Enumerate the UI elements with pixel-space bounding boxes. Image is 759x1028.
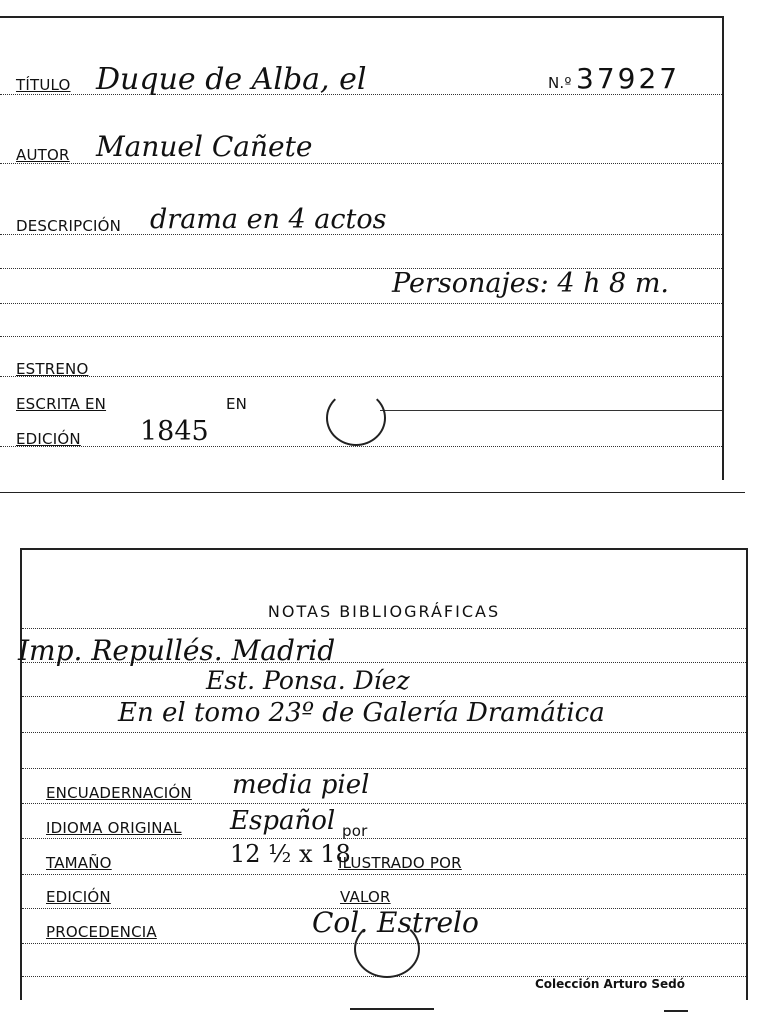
notas-heading: NOTAS BIBLIOGRÁFICAS — [267, 602, 501, 621]
descripcion-label: DESCRIPCIÓN — [16, 217, 122, 235]
en-label: EN — [226, 395, 248, 413]
dotted-rule — [22, 628, 746, 629]
personajes-value: Personajes: 4 h 8 m. — [392, 268, 670, 299]
bottom-mark — [664, 1010, 688, 1012]
encuadernacion-label: ENCUADERNACIÓN — [46, 784, 192, 802]
estreno-label: ESTRENO — [16, 360, 89, 378]
dotted-rule — [22, 696, 746, 697]
scan-separator — [0, 492, 745, 493]
edicion-value: 1845 — [140, 416, 209, 447]
dotted-rule — [22, 768, 746, 769]
escrita-label: ESCRITA EN — [16, 395, 107, 413]
punch-hole — [354, 920, 420, 978]
idioma-value: Español — [230, 806, 336, 836]
dotted-rule — [22, 803, 746, 804]
dotted-rule — [0, 336, 722, 337]
encuadernacion-value: media piel — [232, 770, 370, 800]
tamano-value: 12 ½ x 18 — [230, 840, 351, 868]
titulo-label: TÍTULO — [16, 76, 71, 94]
dotted-rule — [22, 838, 746, 839]
bottom-mark — [350, 1008, 434, 1010]
note-line-2: Est. Ponsa. Díez — [206, 666, 410, 695]
collection-footer: Colección Arturo Sedó — [534, 977, 685, 991]
idioma-label: IDIOMA ORIGINAL — [46, 819, 182, 837]
autor-value: Manuel Cañete — [96, 130, 313, 163]
catalog-card-back — [20, 548, 748, 1000]
descripcion-value: drama en 4 actos — [150, 204, 387, 235]
autor-label: AUTOR — [16, 146, 70, 164]
dotted-rule — [22, 732, 746, 733]
tamano-label: TAMAÑO — [46, 854, 112, 872]
solid-rule — [380, 410, 722, 411]
catalog-card-front — [0, 16, 724, 480]
dotted-rule — [0, 446, 722, 447]
ilustrado-label: ILUSTRADO POR — [338, 854, 462, 872]
note-line-1: Imp. Repullés. Madrid — [18, 634, 336, 667]
procedencia-label: PROCEDENCIA — [46, 923, 157, 941]
numero-value: 37927 — [576, 62, 681, 95]
dotted-rule — [22, 874, 746, 875]
edicion-label: EDICIÓN — [16, 430, 81, 448]
valor-label: VALOR — [340, 888, 391, 906]
dotted-rule — [0, 303, 722, 304]
titulo-value: Duque de Alba, el — [96, 62, 367, 97]
dotted-rule — [0, 376, 722, 377]
por-label: por — [342, 822, 368, 840]
numero-label: N.º — [548, 74, 572, 92]
edicion-label-back: EDICIÓN — [46, 888, 111, 906]
note-line-3: En el tomo 23º de Galería Dramática — [118, 698, 605, 728]
dotted-rule — [0, 163, 722, 164]
procedencia-value: Col. Estrelo — [312, 906, 479, 939]
punch-hole — [326, 390, 386, 446]
